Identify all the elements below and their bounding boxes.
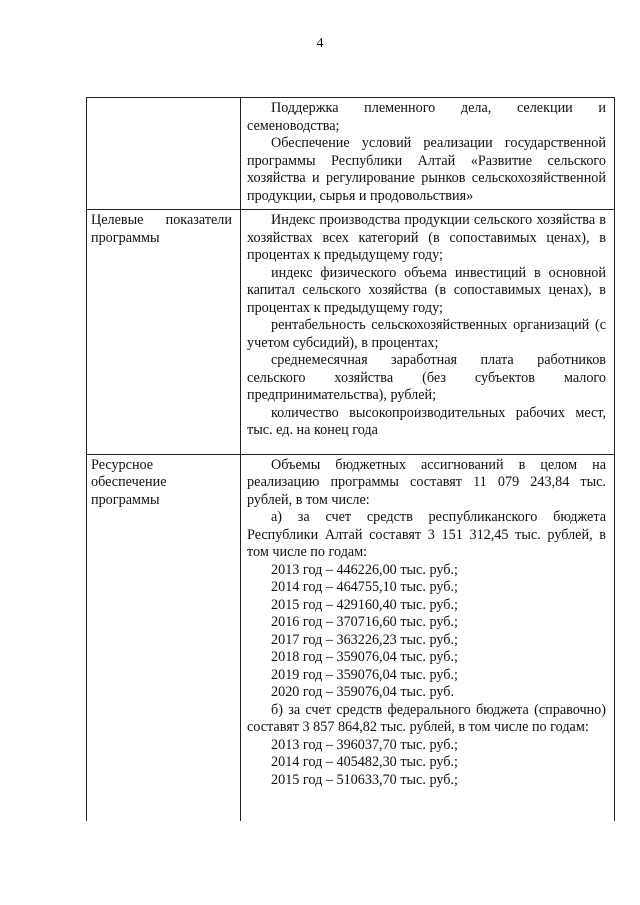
table-row: [87, 98, 615, 210]
year-amount-line: 2019 год – 359076,04 тыс. руб.;: [271, 666, 458, 683]
row-content-cell: [241, 98, 615, 210]
year-amount-line: 2020 год – 359076,04 тыс. руб.: [271, 684, 455, 700]
year-amount-line: 2014 год – 405482,30 тыс. руб.;: [271, 754, 458, 770]
paragraph: количество высокопроизводительных рабочих мест, тыс. ед. на конец года: [247, 404, 606, 438]
paragraph: среднемесячная заработная плата работников сельского хозяйства (без субъектов малого предпринимательства), рублей;: [247, 352, 606, 403]
row-label-cell: [87, 210, 241, 455]
paragraph: Индекс производства продукции сельского хозяйства в хозяйствах всех категорий (в сопоставимых ценах), в процентах к предыдущему году;: [247, 212, 606, 263]
paragraph: Объемы бюджетных ассигнований в целом на реализацию программы составят 11 079 243,84 тыс. рублей, в том числе:: [247, 456, 606, 508]
year-amount-line: 2018 год – 359076,04 тыс. руб.;: [271, 649, 458, 665]
paragraph: а) за счет средств республиканского бюджета Республики Алтай составят 3 151 312,45 тыс. рублей, в том числе по годам:: [247, 509, 606, 560]
paragraph: б) за счет средств федерального бюджета (справочно) составят 3 857 864,82 тыс. рублей, в том числе по годам:: [247, 701, 606, 735]
year-amount-line: 2013 год – 396037,70 тыс. руб.;: [271, 736, 458, 753]
row-label: Целевые показатели программы: [91, 212, 232, 246]
paragraph: Обеспечение условий реализации государственной программы Республики Алтай «Развитие сельского хозяйства и регулирование рынков сельскохозяйственной продукции, сырья и продовольствия»: [247, 135, 606, 204]
year-amount-line: 2014 год – 464755,10 тыс. руб.;: [271, 579, 458, 595]
paragraph: индекс физического объема инвестиций в основной капитал сельского хозяйства (в сопоставимых ценах), в процентах к предыдущему году;: [247, 264, 606, 316]
row-content-cell: [241, 454, 615, 821]
page-number: 4: [316, 36, 324, 51]
row-content-cell: [241, 210, 615, 455]
year-amount-line: 2017 год – 363226,23 тыс. руб.;: [271, 631, 458, 648]
year-amount-line: 2013 год – 446226,00 тыс. руб.;: [271, 561, 458, 578]
table-row: [87, 454, 615, 821]
year-amount-line: 2015 год – 429160,40 тыс. руб.;: [271, 596, 458, 613]
year-amount-line: 2016 год – 370716,60 тыс. руб.;: [271, 614, 458, 630]
row-label-cell: [87, 454, 241, 821]
row-label: Ресурсное обеспечение программы: [91, 456, 167, 508]
paragraph: Поддержка племенного дела, селекции и семеноводства;: [247, 100, 606, 134]
year-amount-line: 2015 год – 510633,70 тыс. руб.;: [271, 771, 458, 788]
paragraph: рентабельность сельскохозяйственных организаций (с учетом субсидий), в процентах;: [247, 317, 606, 351]
program-passport-table: [86, 97, 615, 821]
table-row: [87, 210, 615, 455]
row-label-cell: [87, 98, 241, 210]
